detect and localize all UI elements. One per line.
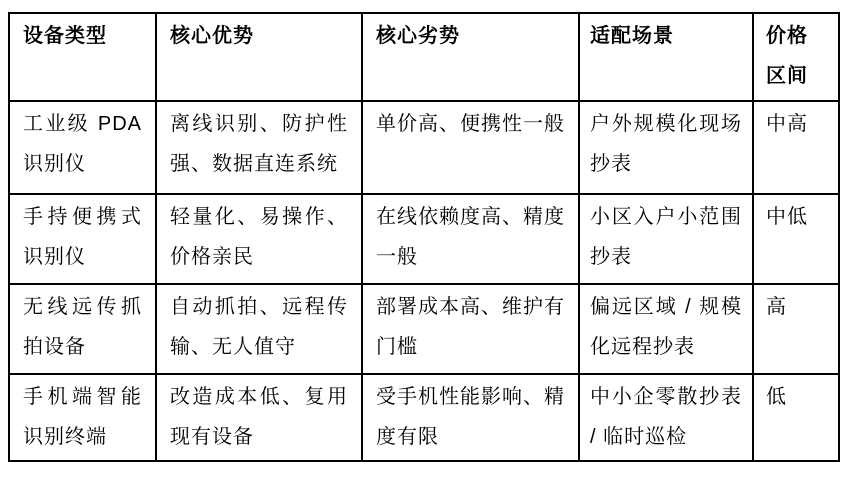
- column-header-core-disadvantages: 核心劣势: [362, 13, 579, 101]
- cell-suitable-scenario: 中小企零散抄表 / 临时巡检: [579, 374, 753, 461]
- cell-core-advantages: 轻量化、易操作、价格亲民: [156, 194, 362, 284]
- cell-suitable-scenario: 户外规模化现场抄表: [579, 101, 753, 194]
- cell-device-type: 工业级 PDA 识别仪: [9, 101, 156, 194]
- cell-device-type: 手机端智能识别终端: [9, 374, 156, 461]
- cell-core-disadvantages: 单价高、便携性一般: [362, 101, 579, 194]
- cell-device-type: 手持便携式识别仪: [9, 194, 156, 284]
- cell-core-disadvantages: 部署成本高、维护有门槛: [362, 284, 579, 374]
- table-row: [9, 374, 839, 461]
- cell-suitable-scenario: 偏远区域 / 规模化远程抄表: [579, 284, 753, 374]
- cell-core-advantages: 改造成本低、复用现有设备: [156, 374, 362, 461]
- table-row: [9, 194, 839, 284]
- device-comparison-table: [8, 12, 840, 462]
- header-row: [9, 13, 839, 101]
- cell-price-range: 中高: [753, 101, 839, 194]
- cell-core-disadvantages: 受手机性能影响、精度有限: [362, 374, 579, 461]
- column-header-suitable-scenarios: 适配场景: [579, 13, 753, 101]
- table-row: [9, 101, 839, 194]
- column-header-core-advantages: 核心优势: [156, 13, 362, 101]
- cell-core-advantages: 离线识别、防护性强、数据直连系统: [156, 101, 362, 194]
- cell-price-range: 中低: [753, 194, 839, 284]
- table-row: [9, 284, 839, 374]
- cell-price-range: 低: [753, 374, 839, 461]
- column-header-device-type: 设备类型: [9, 13, 156, 101]
- column-header-price-range: 价格区间: [753, 13, 839, 101]
- cell-core-advantages: 自动抓拍、远程传输、无人值守: [156, 284, 362, 374]
- cell-device-type: 无线远传抓拍设备: [9, 284, 156, 374]
- cell-suitable-scenario: 小区入户小范围抄表: [579, 194, 753, 284]
- cell-price-range: 高: [753, 284, 839, 374]
- cell-core-disadvantages: 在线依赖度高、精度一般: [362, 194, 579, 284]
